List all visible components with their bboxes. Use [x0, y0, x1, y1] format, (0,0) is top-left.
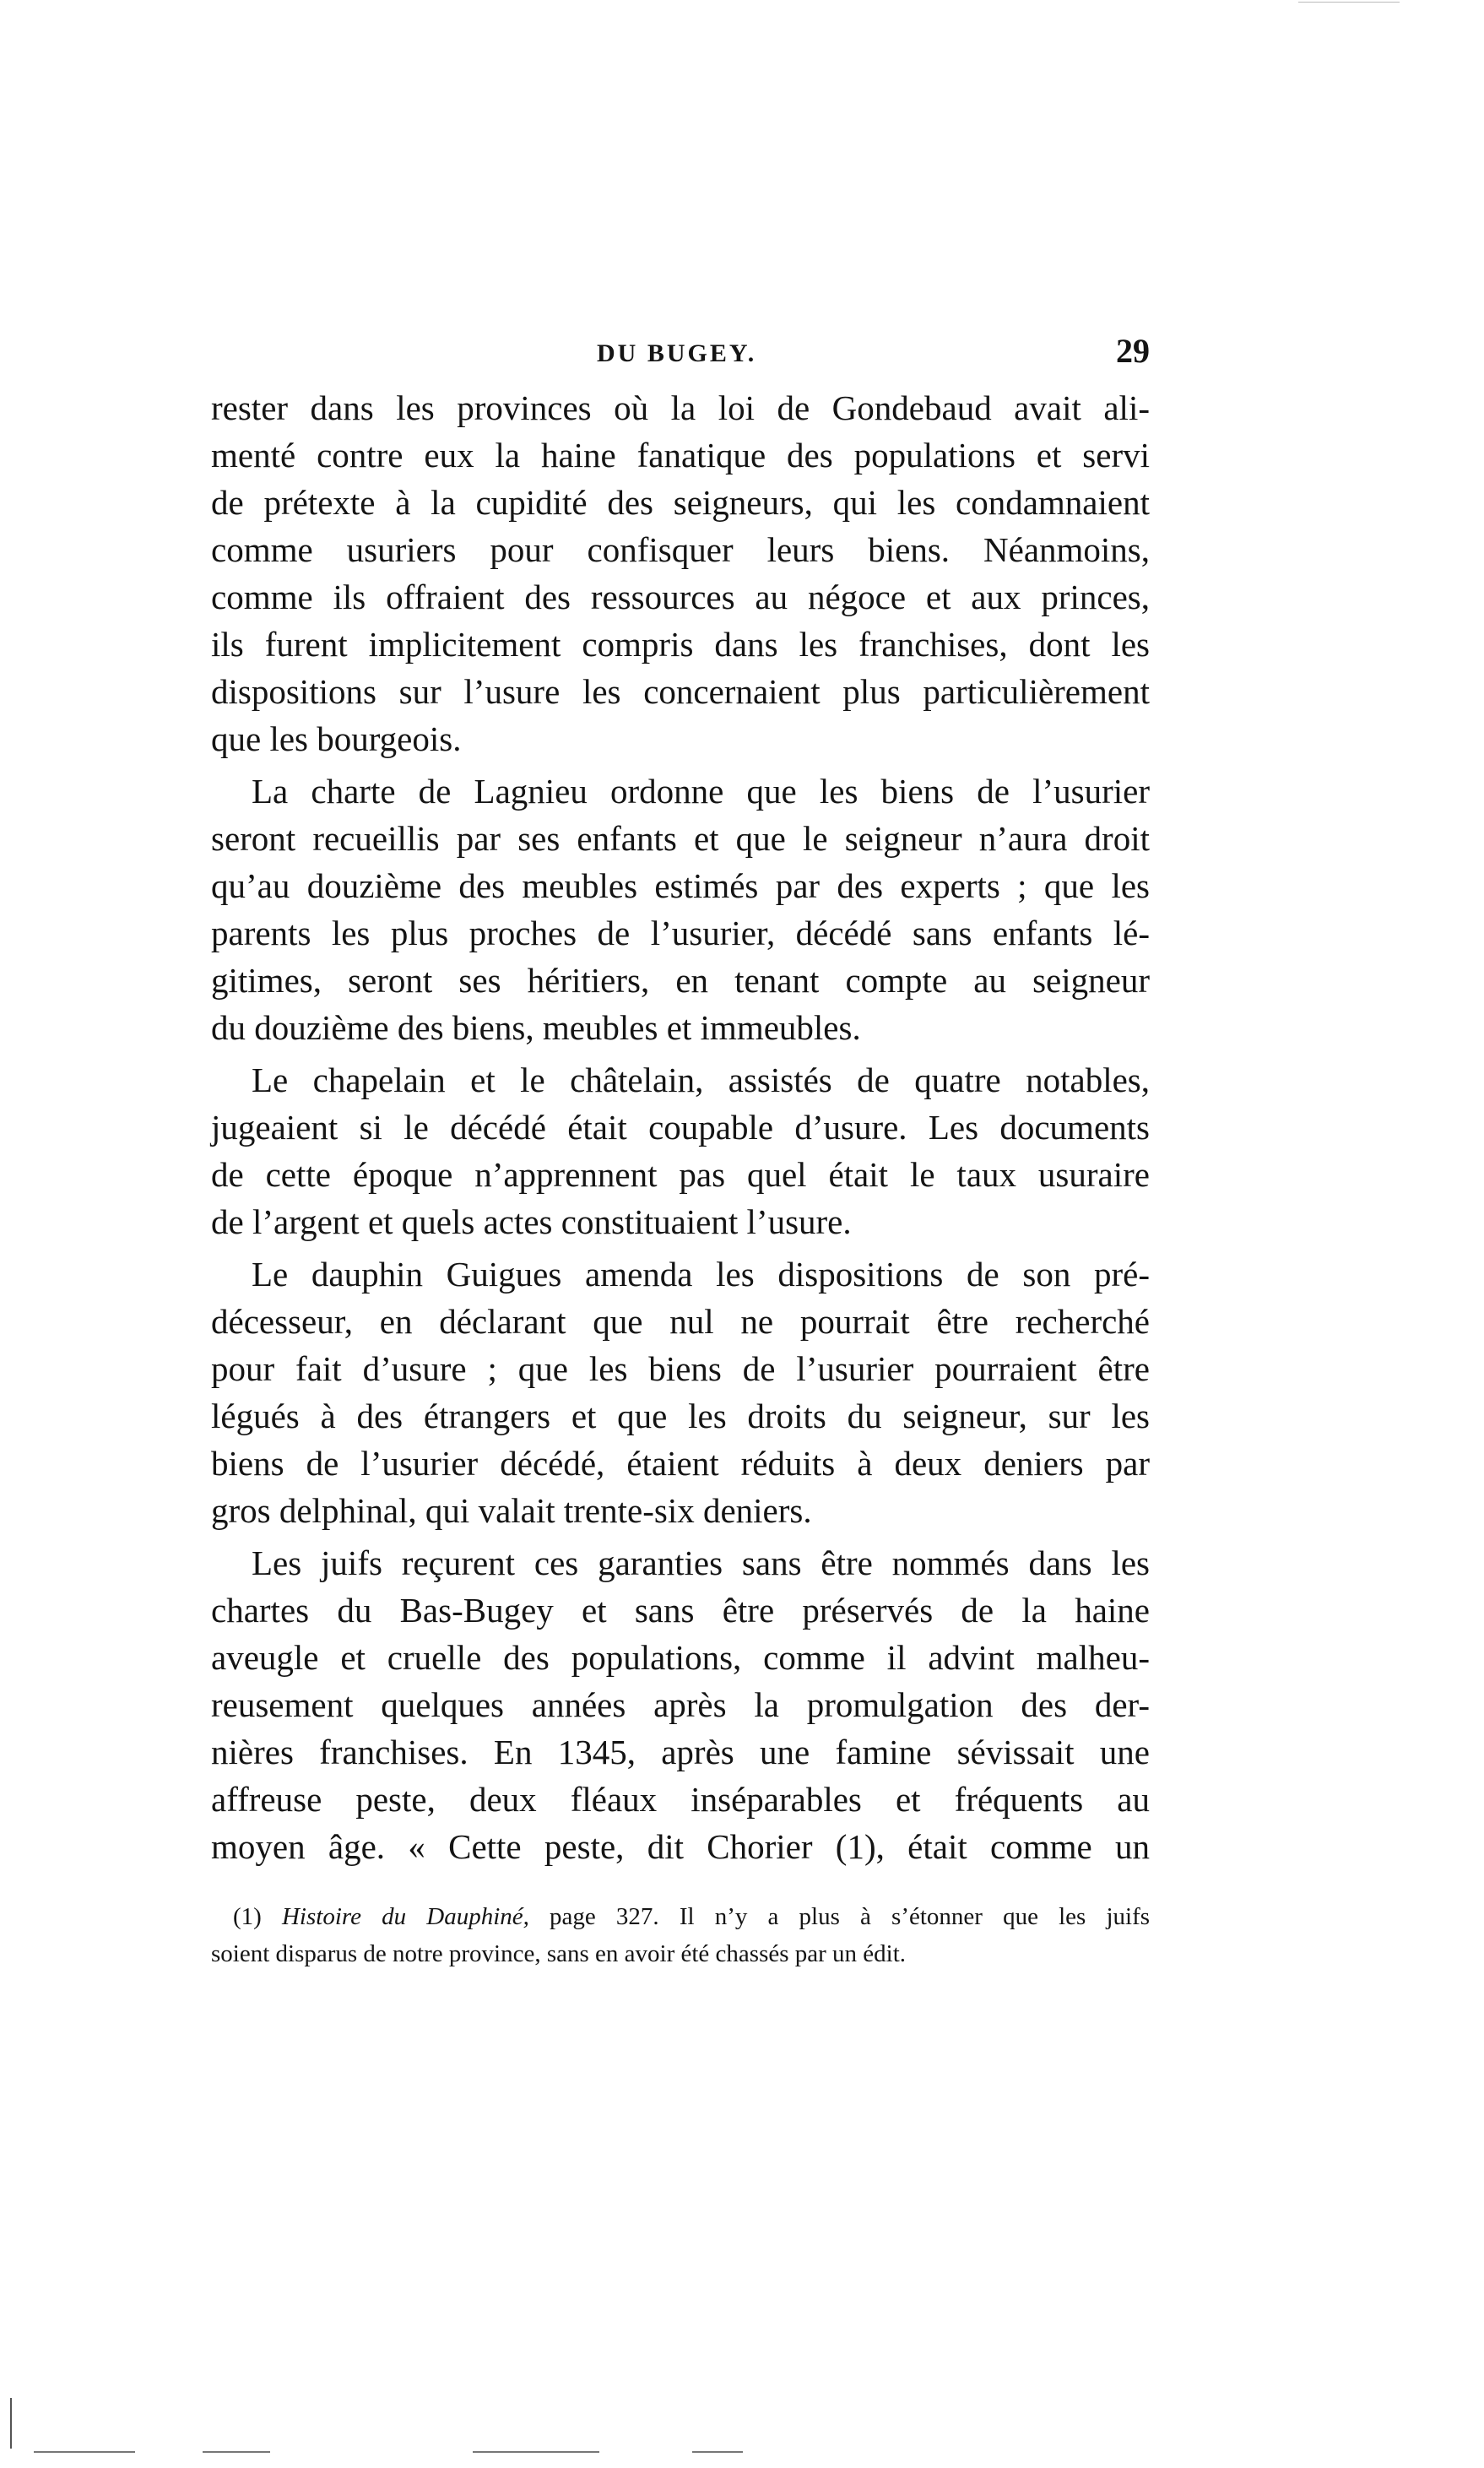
text-line: aveugle et cruelle des populations, comme il advint malheu-: [211, 1638, 1150, 1677]
text-line: Les juifs reçurent ces garanties sans être nommés dans les: [252, 1543, 1150, 1582]
paragraph: [211, 768, 1150, 1051]
scan-artifact-edge: [10, 2398, 12, 2449]
text-line: dispositions sur l’usure les concernaient plus particulièrement: [211, 672, 1150, 711]
scan-artifact-bottom: [34, 2451, 135, 2453]
text-line: biens de l’usurier décédé, étaient réduits à deux deniers par: [211, 1444, 1150, 1483]
scan-artifact-bottom: [692, 2451, 743, 2453]
scan-artifact-bottom: [473, 2451, 599, 2453]
text-line: comme usuriers pour confisquer leurs biens. Néanmoins,: [211, 530, 1150, 569]
text-line: La charte de Lagnieu ordonne que les biens de l’usurier: [252, 772, 1150, 811]
text-line: seront recueillis par ses enfants et que le seigneur n’aura droit: [211, 819, 1150, 858]
paragraph: [211, 1539, 1150, 1870]
text-line: pour fait d’usure ; que les biens de l’usurier pourraient être: [211, 1349, 1150, 1388]
footnote-text: page 327. Il n’y a plus à s’étonner que les juifs: [550, 1903, 1151, 1930]
text-line: Le dauphin Guigues amenda les dispositions de son pré-: [252, 1255, 1150, 1294]
text-line: du douzième des biens, meubles et immeubles.: [211, 1008, 861, 1047]
scan-artifact-bottom: [203, 2451, 270, 2453]
text-line: parents les plus proches de l’usurier, décédé sans enfants lé-: [211, 914, 1150, 952]
text-line: comme ils offraient des ressources au négoce et aux princes,: [211, 578, 1150, 616]
running-head: [213, 331, 1150, 382]
text-line: Le chapelain et le châtelain, assistés de quatre notables,: [252, 1060, 1150, 1099]
text-line: que les bourgeois.: [211, 719, 462, 758]
text-line: décesseur, en déclarant que nul ne pourrait être recherché: [211, 1302, 1150, 1341]
text-line: rester dans les provinces où la loi de Gondebaud avait ali-: [211, 388, 1150, 427]
footnote-line: soient disparus de notre province, sans en avoir été chassés par un édit.: [211, 1940, 907, 1967]
paragraph: [211, 1056, 1150, 1245]
text-line: reusement quelques années après la promulgation des der-: [211, 1685, 1150, 1724]
text-line: gros delphinal, qui valait trente-six deniers.: [211, 1491, 812, 1530]
scan-artifact-top: [1298, 2, 1400, 3]
text-line: qu’au douzième des meubles estimés par des experts ; que les: [211, 866, 1150, 905]
footnote-line: [211, 1898, 1150, 1935]
text-line: de l’argent et quels actes constituaient l’usure.: [211, 1202, 852, 1241]
body-text: [211, 384, 1150, 1870]
page-number: 29: [1116, 332, 1150, 370]
text-line: légués à des étrangers et que les droits du seigneur, sur les: [211, 1397, 1150, 1435]
text-line: de cette époque n’apprennent pas quel était le taux usuraire: [211, 1155, 1150, 1194]
text-line: nières franchises. En 1345, après une famine sévissait une: [211, 1733, 1150, 1771]
text-line: de prétexte à la cupidité des seigneurs, qui les condamnaient: [211, 483, 1150, 522]
text-line: moyen âge. « Cette peste, dit Chorier (1), était comme un: [211, 1827, 1150, 1866]
text-line: menté contre eux la haine fanatique des populations et servi: [211, 436, 1150, 475]
text-line: chartes du Bas-Bugey et sans être préservés de la haine: [211, 1591, 1150, 1630]
text-line: affreuse peste, deux fléaux inséparables et fréquents au: [211, 1780, 1150, 1819]
text-line: ils furent implicitement compris dans les franchises, dont les: [211, 625, 1150, 664]
footnotes: [211, 1898, 1150, 1972]
text-line: jugeaient si le décédé était coupable d’usure. Les documents: [211, 1108, 1150, 1147]
paragraph: [211, 384, 1150, 762]
footnote-source-title: Histoire du Dauphiné,: [281, 1903, 529, 1930]
text-line: gitimes, seront ses héritiers, en tenant compte au seigneur: [211, 961, 1150, 1000]
running-title: DU BUGEY.: [597, 339, 757, 367]
footnote-marker: (1): [233, 1903, 262, 1930]
paragraph: [211, 1250, 1150, 1534]
